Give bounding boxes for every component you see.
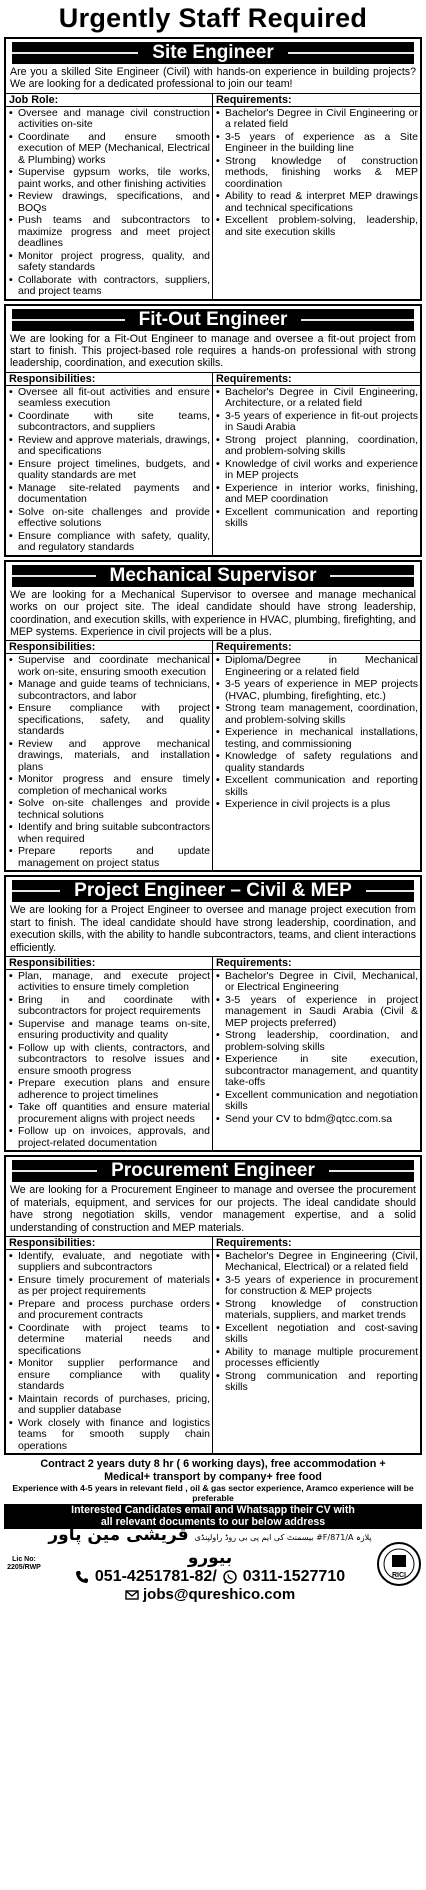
list-item: • Bachelor's Degree in Civil, Mechanical, or Electrical Engineering	[216, 971, 418, 994]
list-item: • Solve on-site challenges and provide effective solutions	[9, 507, 210, 530]
list-item: • Ensure timely procurement of materials as per project requirements	[9, 1275, 210, 1298]
responsibilities-column	[6, 957, 213, 1150]
title-rule	[12, 319, 125, 321]
title-rule	[301, 319, 414, 321]
list-item: • 3-5 years of experience in procurement for construction & MEP projects	[216, 1275, 418, 1298]
list-item: • Experience in mechanical installations, testing, and commissioning	[216, 727, 418, 750]
job-title: Mechanical Supervisor	[109, 564, 317, 586]
responsibilities-list	[9, 971, 210, 1149]
list-item: • Monitor progress and ensure timely completion of mechanical works	[9, 774, 210, 797]
list-item: • Identify and bring suitable subcontractors when required	[9, 822, 210, 845]
job-columns	[6, 1236, 420, 1453]
list-item: • Bachelor's Degree in Civil Engineering or a related field	[216, 108, 418, 131]
license-info	[4, 1556, 44, 1573]
requirements-column	[213, 373, 420, 555]
list-item: • 3-5 years of experience in MEP projects (HVAC, plumbing, firefighting, etc.)	[216, 679, 418, 702]
title-rule	[12, 575, 96, 577]
list-item: • 3-5 years of experience in fit-out projects in Saudi Arabia	[216, 411, 418, 434]
list-item: • Review drawings, specifications, and BOQs	[9, 191, 210, 214]
list-item: • Coordinate and ensure smooth execution of MEP (Mechanical, Electrical & Plumbing) works	[9, 132, 210, 166]
list-item: • Plan, manage, and execute project activities to ensure timely completion	[9, 971, 210, 994]
list-item: • Identify, evaluate, and negotiate with suppliers and subcontractors	[9, 1251, 210, 1274]
agency-contact	[44, 1525, 376, 1604]
job-title: Project Engineer – Civil & MEP	[74, 880, 352, 902]
agency-block	[4, 1524, 422, 1603]
contract-terms	[4, 1458, 422, 1483]
responsibilities-list	[9, 108, 210, 298]
job-columns	[6, 93, 420, 299]
list-item: • Knowledge of civil works and experience in MEP projects	[216, 459, 418, 482]
list-item: • Manage site-related payments and documentation	[9, 483, 210, 506]
list-item: • Supervise and coordinate mechanical work on-site, ensuring smooth execution	[9, 655, 210, 678]
list-item: • Strong team management, coordination, and problem-solving skills	[216, 703, 418, 726]
list-item: • Knowledge of safety regulations and quality standards	[216, 751, 418, 774]
list-item: • Oversee all fit-out activities and ensure seamless execution	[9, 387, 210, 410]
title-rule	[288, 52, 414, 54]
list-item: • Bring in and coordinate with subcontractors for project requirements	[9, 995, 210, 1018]
list-item: • Experience in site execution, subcontractor management, and quantity take-offs	[216, 1054, 418, 1088]
requirements-column	[213, 1237, 420, 1453]
job-intro: Are you a skilled Site Engineer (Civil) with hands-on experience in building projects? We are looking for a dedicated professional to join our team!	[10, 66, 416, 91]
list-item: • Supervise and manage teams on-site, ensuring productivity and quality	[9, 1019, 210, 1042]
requirements-heading: Requirements:	[213, 957, 420, 970]
requirements-column	[213, 641, 420, 870]
agency-address-urdu: پلازہ F/871/A# بیسمنٹ کی ایم پی بی روڈ راولپنڈی	[194, 1532, 372, 1542]
list-item: • Oversee and manage civil construction activities on-site	[9, 108, 210, 131]
job-title: Procurement Engineer	[111, 1160, 315, 1182]
agency-name: قریشی مین پاور بیورو	[48, 1524, 233, 1568]
job-intro: We are looking for a Project Engineer to oversee and manage project execution from start to finish. The ideal candidate should have strong leadership, coordination, and execution skills, with the ability to handle subcontractors, teams, and client interactions efficiently.	[10, 904, 416, 954]
list-item: • 3-5 years of experience in project management in Saudi Arabia (Civil & MEP projects preferred)	[216, 995, 418, 1029]
job-section	[4, 560, 422, 872]
list-item: • Collaborate with contractors, suppliers, and project teams	[9, 275, 210, 298]
responsibilities-column	[6, 641, 213, 870]
list-item: • Monitor project progress, quality, and safety standards	[9, 251, 210, 274]
list-item: • Experience in civil projects is a plus	[216, 799, 418, 810]
list-item: • Excellent problem-solving, leadership, and site execution skills	[216, 215, 418, 238]
agency-logo	[376, 1541, 422, 1587]
requirements-heading: Requirements:	[213, 373, 420, 386]
requirements-heading: Requirements:	[213, 641, 420, 654]
list-item: • Bachelor's Degree in Engineering (Civil, Mechanical, Electrical) or a related field	[216, 1251, 418, 1274]
list-item: • Strong knowledge of construction materials, suppliers, and market trends	[216, 1299, 418, 1322]
phone-number[interactable]: 051-4251781-82/	[94, 1567, 217, 1585]
list-item: • Coordinate with site teams, subcontractors, and suppliers	[9, 411, 210, 434]
title-rule	[329, 1170, 414, 1172]
apply-line-1: Interested Candidates email and Whatsapp their CV with	[71, 1504, 355, 1517]
list-item: • Ensure project timelines, budgets, and quality standards are met	[9, 459, 210, 482]
responsibilities-column	[6, 1237, 213, 1453]
list-item: • Review and approve materials, drawings, and specifications	[9, 435, 210, 458]
list-item: • Take off quantities and ensure material procurement aligns with project needs	[9, 1102, 210, 1125]
job-intro: We are looking for a Procurement Engineer to manage and oversee the procurement of materials, equipment, and services for our projects. The ideal candidate should have strong negotiation skills, vendor management expertise, and a solid understanding of construction and MEP materials.	[10, 1184, 416, 1234]
apply-line-2: all relevant documents to our below address	[100, 1515, 326, 1528]
job-title: Fit-Out Engineer	[138, 308, 288, 330]
requirements-list	[216, 1251, 418, 1394]
responsibilities-heading: Responsibilities:	[6, 373, 212, 386]
job-section	[4, 304, 422, 557]
license-label: Lic No:	[12, 1555, 36, 1563]
list-item: • Review and approve mechanical drawings, materials, and installation plans	[9, 739, 210, 773]
phone-row	[44, 1568, 376, 1586]
job-section	[4, 1155, 422, 1455]
list-item: • Ensure compliance with project specifications, safety, and quality standards	[9, 703, 210, 737]
job-columns	[6, 956, 420, 1150]
job-title-bar	[12, 565, 414, 587]
responsibilities-list	[9, 1251, 210, 1452]
list-item: • Monitor supplier performance and ensure compliance with quality standards	[9, 1358, 210, 1392]
responsibilities-list	[9, 655, 210, 869]
list-item: • Strong project planning, coordination, and problem-solving skills	[216, 435, 418, 458]
whatsapp-number[interactable]: 0311-1527710	[242, 1567, 346, 1585]
list-item: • Ability to manage multiple procurement processes efficiently	[216, 1347, 418, 1370]
list-item: • Work closely with finance and logistics teams for smooth supply chain operations	[9, 1418, 210, 1452]
job-intro: We are looking for a Mechanical Supervisor to oversee and manage mechanical works on our project site. The ideal candidate should have strong leadership, coordination, and execution skills, with experience in HVAC, plumbing, firefighting, and MEP systems. Experience in civil projects will be a plus.	[10, 588, 416, 639]
requirements-list	[216, 108, 418, 238]
email-address[interactable]: jobs@qureshico.com	[143, 1585, 296, 1603]
responsibilities-heading: Responsibilities:	[6, 1237, 212, 1250]
list-item: • Supervise gypsum works, tile works, paint works, and other finishing activities	[9, 167, 210, 190]
list-item: • Diploma/Degree in Mechanical Engineering or a related field	[216, 655, 418, 678]
requirements-column	[213, 94, 420, 299]
responsibilities-column	[6, 373, 213, 555]
job-title-bar	[12, 880, 414, 902]
job-title-bar	[12, 1160, 414, 1182]
job-section	[4, 37, 422, 301]
license-number: 2205/RWP	[7, 1564, 41, 1572]
agency-name-urdu	[44, 1525, 376, 1568]
list-item: • Excellent communication and reporting skills	[216, 775, 418, 798]
list-item: • Maintain records of purchases, pricing, and supplier database	[9, 1394, 210, 1417]
list-item: • Coordinate with project teams to determine material needs and specifications	[9, 1323, 210, 1357]
main-title: Urgently Staff Required	[58, 3, 368, 33]
list-item: • Push teams and subcontractors to maximize progress and meet project deadlines	[9, 215, 210, 249]
title-rule	[366, 890, 414, 892]
email-icon	[125, 1588, 139, 1602]
list-item: • Excellent negotiation and cost-saving skills	[216, 1323, 418, 1346]
title-rule	[12, 1170, 97, 1172]
list-item: • Solve on-site challenges and provide technical solutions	[9, 798, 210, 821]
phone-icon	[75, 1570, 89, 1584]
list-item: • Prepare reports and update management on project status	[9, 846, 210, 869]
job-columns	[6, 372, 420, 555]
requirements-list	[216, 971, 418, 1125]
job-title: Site Engineer	[152, 42, 274, 63]
title-rule	[12, 890, 60, 892]
list-item: • Excellent communication and negotiation skills	[216, 1090, 418, 1113]
list-item: • Strong knowledge of construction methods, finishing works & MEP coordination	[216, 156, 418, 190]
responsibilities-heading: Responsibilities:	[6, 957, 212, 970]
responsibilities-heading: Job Role:	[6, 94, 212, 107]
contract-line-1: Contract 2 years duty 8 hr ( 6 working days), free accommodation +	[40, 1458, 386, 1471]
requirements-list	[216, 387, 418, 530]
job-intro: We are looking for a Fit-Out Engineer to manage and oversee a fit-out project from start to finish. This project-based role requires a hands-on professional with strong leadership, coordination, and execution skills.	[10, 332, 416, 370]
logo-text: RICI	[392, 1572, 406, 1580]
list-item: • Send your CV to bdm@qtcc.com.sa	[216, 1114, 418, 1125]
requirements-heading: Requirements:	[213, 94, 420, 107]
list-item: • Manage and guide teams of technicians, subcontractors, and labor	[9, 679, 210, 702]
list-item: • Follow up with clients, contractors, and subcontractors to resolve issues and ensure smooth progress	[9, 1043, 210, 1077]
requirements-column	[213, 957, 420, 1150]
job-title-bar	[12, 42, 414, 64]
list-item: • Strong leadership, coordination, and problem-solving skills	[216, 1030, 418, 1053]
title-rule	[12, 52, 138, 54]
responsibilities-heading: Responsibilities:	[6, 641, 212, 654]
list-item: • 3-5 years of experience as a Site Engineer in the building line	[216, 132, 418, 155]
list-item: • Ability to read & interpret MEP drawings and technical specifications	[216, 191, 418, 214]
responsibilities-column	[6, 94, 213, 299]
list-item: • Ensure compliance with safety, quality, and regulatory standards	[9, 531, 210, 554]
email-row	[44, 1586, 376, 1604]
experience-note: Experience with 4-5 years in relevant field , oil & gas sector experience, Aramco experience will be preferable	[12, 1483, 414, 1504]
job-title-bar	[12, 309, 414, 331]
contract-line-2: Medical+ transport by company+ free food	[104, 1470, 322, 1483]
list-item: • Strong communication and reporting skills	[216, 1371, 418, 1394]
title-rule	[330, 575, 414, 577]
job-list	[4, 37, 422, 1455]
requirements-list	[216, 655, 418, 810]
list-item: • Excellent communication and reporting skills	[216, 507, 418, 530]
job-section	[4, 875, 422, 1152]
list-item: • Bachelor's Degree in Civil Engineering, Architecture, or a related field	[216, 387, 418, 410]
responsibilities-list	[9, 387, 210, 554]
requirements-heading: Requirements:	[213, 1237, 420, 1250]
job-columns	[6, 640, 420, 870]
whatsapp-icon	[223, 1570, 237, 1584]
list-item: • Follow up on invoices, approvals, and project-related documentation	[9, 1126, 210, 1149]
list-item: • Experience in interior works, finishing, and MEP coordination	[216, 483, 418, 506]
list-item: • Prepare and process purchase orders and procurement contracts	[9, 1299, 210, 1322]
list-item: • Prepare execution plans and ensure adherence to project timelines	[9, 1078, 210, 1101]
